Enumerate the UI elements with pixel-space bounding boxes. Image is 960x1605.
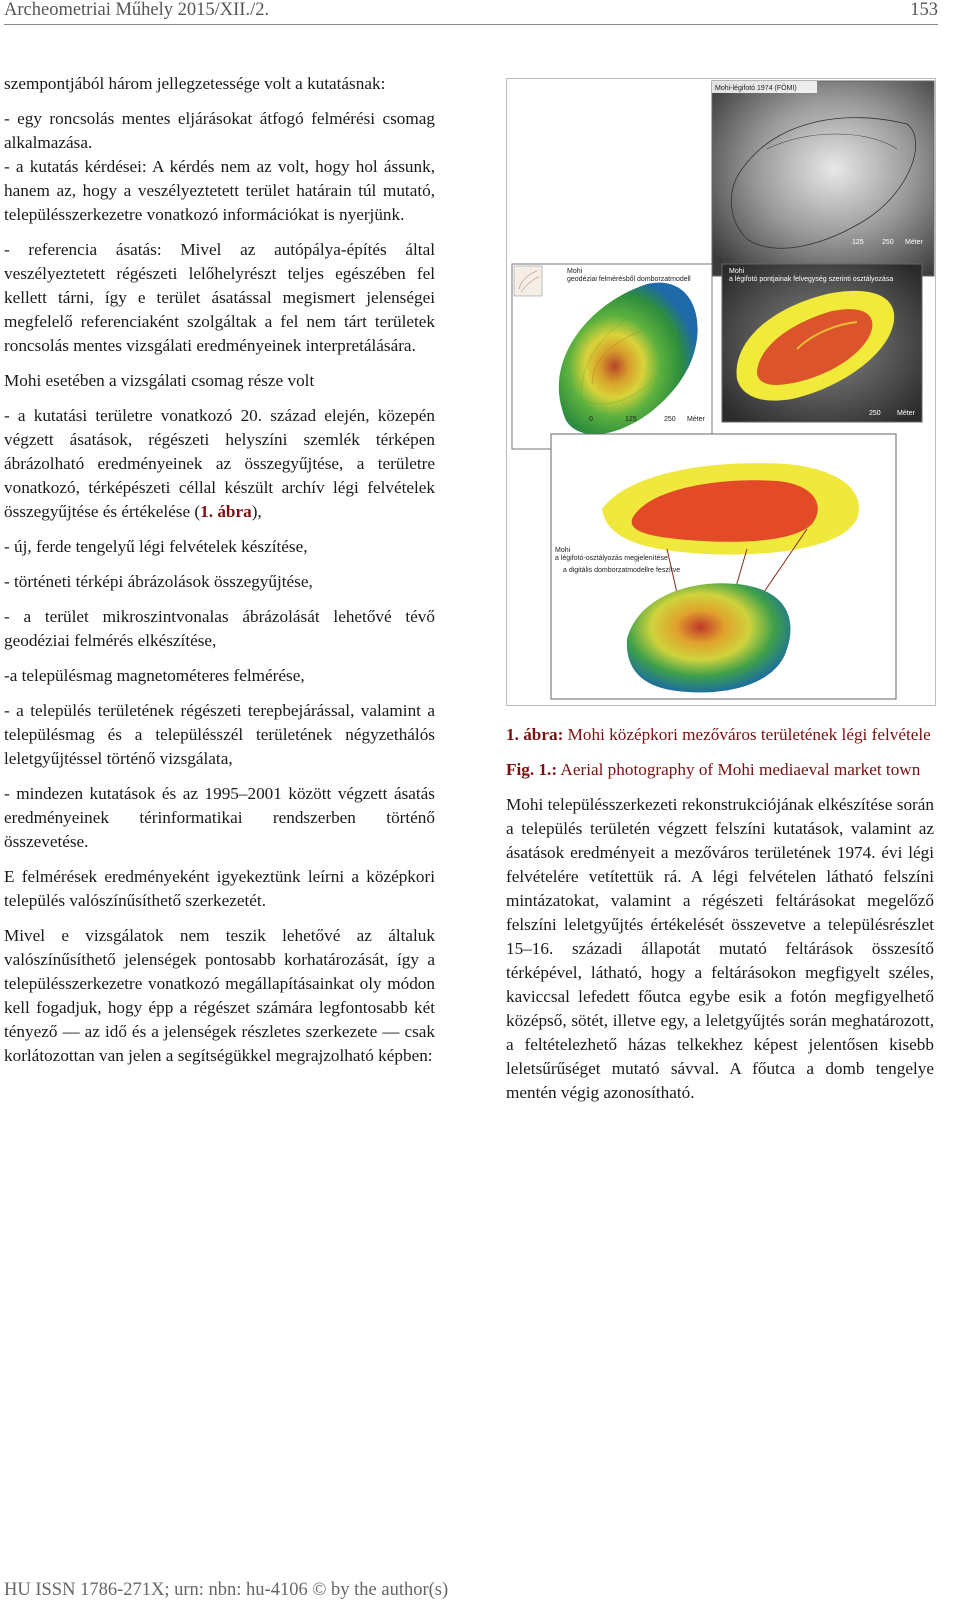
- paragraph: - egy roncsolás mentes eljárásokat átfogó felmérési csomag alkalmazása.: [4, 109, 435, 152]
- panel-d-subtitle: a légifotó-osztályozás megjelenítése: [555, 555, 668, 562]
- figure-reference[interactable]: 1. ábra: [200, 502, 252, 521]
- paragraph: - a kutatás kérdései: A kérdés nem az volt, hogy hol ássunk, hanem az, hogy a veszélyeztetett terület határain túl mutató, településszerkezetre vonatkozó információkat is nyerjünk.: [4, 157, 435, 224]
- page-number: 153: [910, 0, 938, 20]
- paragraph: Mivel e vizsgálatok nem teszik lehetővé az általuk valószínűsíthető jelenségek pontosabb korhatározását, így a településszerkezetre vonatkozó megállapításainkat oly módon kell fogadjuk, hogy épp a régészet számára legfontosabb két tényező — az idő és a jelenségek részletes szerkezete — csak korlátozottan van jelen a segítségükkel megrajzolható képben:: [4, 926, 435, 1065]
- panel-d-subtitle: a digitális domborzatmodellre feszítve: [563, 567, 681, 574]
- paragraph: - a kutatási területre vonatkozó 20. század elején, közepén végzett ásatások, régészeti helyszíni szemlék térképen ábrázolható eredményeinek az összegyűjtése, a területre vonatkozó, térképészeti céllal készült archív légi felvételek összegyűjtése és értékelése (1. ábra),: [4, 406, 435, 521]
- paragraph: - mindezen kutatások és az 1995–2001 között végzett ásatás eredményeinek térinformatikai rendszerben történő összevetése.: [4, 784, 435, 851]
- scale-label: 250: [869, 410, 881, 417]
- panel-c-subtitle: a légifotó pontjainak felvegység szerinti osztályozása: [729, 276, 894, 283]
- paragraph: - a település területének régészeti terepbejárással, valamint a településmag és a településszél területének négyzethálós leletgyűjtéssel történő vizsgálata,: [4, 701, 435, 768]
- paragraph: Mohi esetében a vizsgálati csomag része volt: [4, 371, 315, 390]
- scale-label: 0: [589, 416, 593, 423]
- panel-classified-photo: [722, 264, 922, 422]
- paragraph: E felmérések eredményeként igyekeztünk leírni a középkori település valószínűsíthető szerkezetét.: [4, 867, 435, 910]
- scale-label: 250: [882, 239, 894, 246]
- figure-caption-en: Fig. 1.: Aerial photography of Mohi mediaeval market town: [506, 760, 921, 779]
- panel-d-title: Mohi: [555, 547, 571, 554]
- paragraph: - referencia ásatás: Mivel az autópálya-építés által veszélyeztetett régészeti lelőhelyrészt teljes egészében fel kellett tárni, így e terület ásatással megismert jelenségei megfelelő referenciaként szolgáltak a fel nem tárt területek roncsolás mentes vizsgálati eredményeinek interpretálására.: [4, 240, 435, 355]
- panel-c-title: Mohi: [729, 268, 745, 275]
- scale-label: 125: [625, 416, 637, 423]
- scale-unit: Méter: [687, 416, 705, 423]
- figure-caption-hu: 1. ábra: Mohi középkori mezőváros területének légi felvétele: [506, 725, 931, 744]
- scale-unit: Méter: [897, 410, 915, 417]
- panel-aerial-photo: [712, 81, 934, 276]
- panel-b-subtitle: geodéziai felmérésből domborzatmodell: [567, 276, 691, 283]
- figure-1: [506, 78, 936, 706]
- right-column: [506, 723, 934, 1116]
- paragraph: -a településmag magnetométeres felmérése,: [4, 666, 305, 685]
- page-footer: HU ISSN 1786-271X; urn: nbn: hu-4106 © by the author(s): [4, 1580, 449, 1600]
- scale-label: 125: [852, 239, 864, 246]
- journal-title: Archeometriai Műhely 2015/XII./2.: [4, 0, 270, 20]
- panel-3d-drape: [551, 434, 896, 699]
- paragraph: - a terület mikroszintvonalas ábrázolását lehetővé tévő geodéziai felmérés elkészítése,: [4, 607, 435, 650]
- figure-composite: [507, 79, 935, 705]
- panel-a-title: Mohi-légifotó 1974 (FÖMI): [715, 85, 797, 92]
- scale-unit: Méter: [905, 239, 923, 246]
- panel-b-title: Mohi: [567, 268, 583, 275]
- scale-label: 250: [664, 416, 676, 423]
- page-header: [4, 0, 938, 25]
- paragraph: - történeti térképi ábrázolások összegyűjtése,: [4, 572, 313, 591]
- paragraph: szempontjából három jellegzetessége volt a kutatásnak:: [4, 74, 386, 93]
- panel-elevation-model: [512, 264, 712, 449]
- paragraph: Mohi településszerkezeti rekonstrukciójának elkészítése során a település területén végzett felszíni kutatások, valamint az ásatások eredményeit a mezőváros területének 1974. évi légi felvételére vetítettük rá. A légi felvételen látható felszíni mintázatokat, valamint a régészeti feltárásokat megelőző felszíni leletgyűjtés értékelését összevetve a településrészlet 15–16. századi állapotát mutató feltárások összesítő térképével, látható, hogy a feltárásokon megfigyelt széles, kaviccsal lefedett főutca egybe esik a fotón megfigyelhető középső, sötét, illetve egy, a leletgyűjtés során meghatározott, a feltételezhető házas telkekhez képest jelentősen kisebb leletsűrűséget mutató sávval. A főutca a domb tengelye mentén végig azonosítható.: [506, 795, 934, 1102]
- left-column: [4, 72, 435, 1079]
- paragraph: - új, ferde tengelyű légi felvételek készítése,: [4, 537, 308, 556]
